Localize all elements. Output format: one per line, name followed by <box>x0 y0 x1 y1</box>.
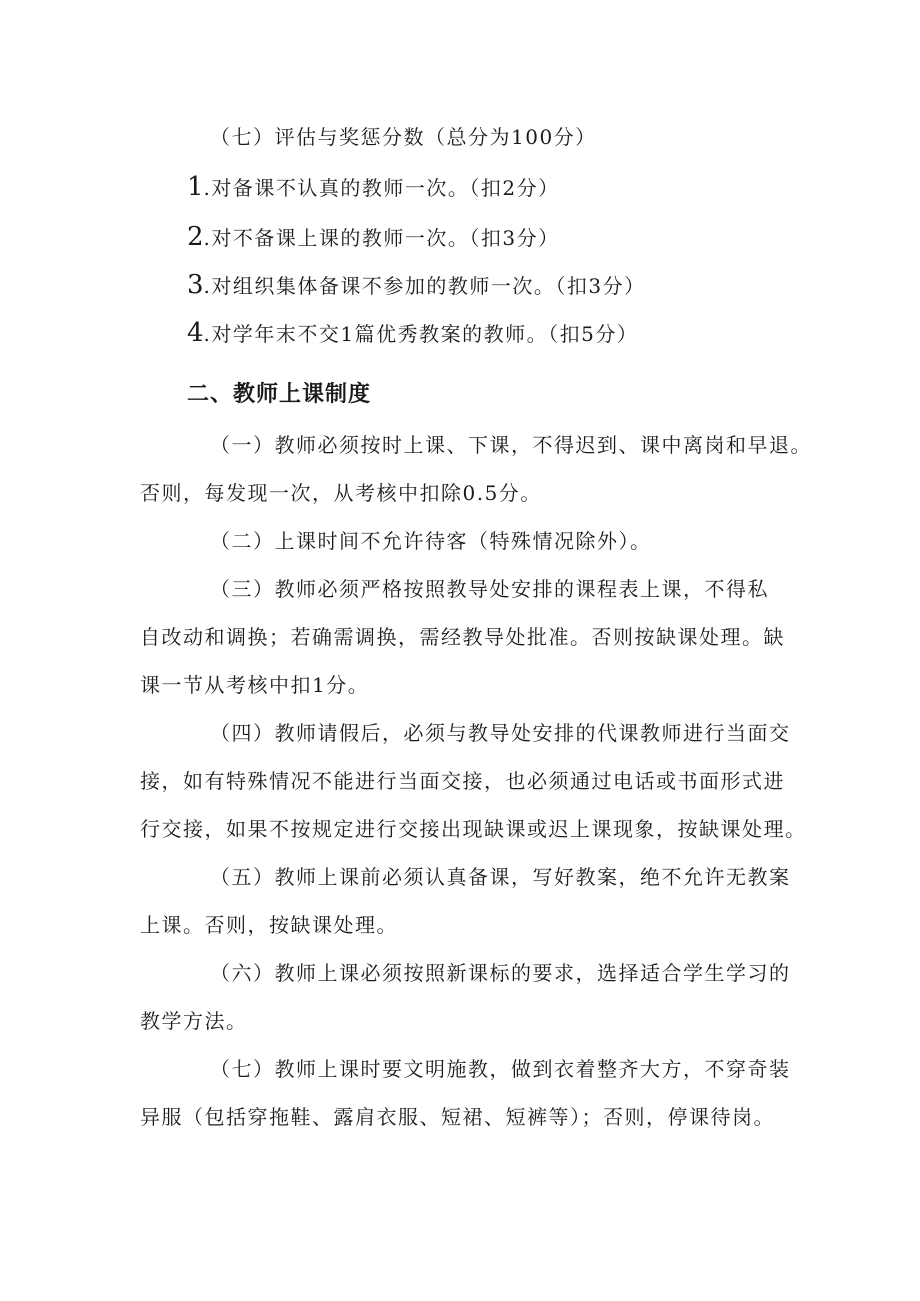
penalty-text: .对学年末不交1篇优秀教案的教师。（扣5分） <box>203 322 639 346</box>
penalty-item-3 <box>187 270 646 301</box>
penalty-text: .对不备课上课的教师一次。（扣3分） <box>203 226 560 250</box>
paragraph-7-line-2: 异服（包括穿拖鞋、露肩衣服、短裙、短裤等）；否则，停课待岗。 <box>140 1105 775 1129</box>
paragraph-4-line-1: （四）教师请假后，必须与教导处安排的代课教师进行当面交 <box>210 721 791 745</box>
paragraph-3-line-2: 自改动和调换；若确需调换，需经教导处批准。否则按缺课处理。缺 <box>140 625 785 649</box>
paragraph-1-line-2: 否则，每发现一次，从考核中扣除0.5分。 <box>140 481 542 505</box>
paragraph-4-line-3: 行交接，如果不按规定进行交接出现缺课或迟上课现象，按缺课处理。 <box>140 817 807 841</box>
penalty-number: 3 <box>187 270 204 300</box>
section-seven-title: （七）评估与奖惩分数（总分为100分） <box>210 125 597 149</box>
penalty-item-4 <box>187 318 638 349</box>
paragraph-3-line-3: 课一节从考核中扣1分。 <box>140 673 370 697</box>
penalty-text: .对组织集体备课不参加的教师一次。（扣3分） <box>203 274 646 298</box>
penalty-item-2 <box>187 222 560 253</box>
section-heading-two: 二、教师上课制度 <box>187 382 372 407</box>
paragraph-5-line-1: （五）教师上课前必须认真备课，写好教案，绝不允许无教案 <box>210 865 791 889</box>
penalty-number: 4 <box>187 318 204 348</box>
paragraph-2-line-1: （二）上课时间不允许待客（特殊情况除外）。 <box>210 529 652 553</box>
paragraph-6-line-2: 教学方法。 <box>140 1009 248 1033</box>
paragraph-7-line-1: （七）教师上课时要文明施教，做到衣着整齐大方，不穿奇装 <box>210 1057 791 1081</box>
paragraph-4-line-2: 接，如有特殊情况不能进行当面交接，也必须通过电话或书面形式进 <box>140 769 785 793</box>
paragraph-3-line-1: （三）教师必须严格按照教导处安排的课程表上课，不得私 <box>210 577 769 601</box>
penalty-text: .对备课不认真的教师一次。（扣2分） <box>203 176 560 200</box>
penalty-number: 1 <box>187 172 204 202</box>
paragraph-5-line-2: 上课。否则，按缺课处理。 <box>140 913 398 937</box>
paragraph-1-line-1: （一）教师必须按时上课、下课，不得迟到、课中离岗和早退。 <box>210 433 812 457</box>
penalty-number: 2 <box>187 222 204 252</box>
paragraph-6-line-1: （六）教师上课必须按照新课标的要求，选择适合学生学习的 <box>210 961 791 985</box>
penalty-item-1 <box>187 172 560 203</box>
